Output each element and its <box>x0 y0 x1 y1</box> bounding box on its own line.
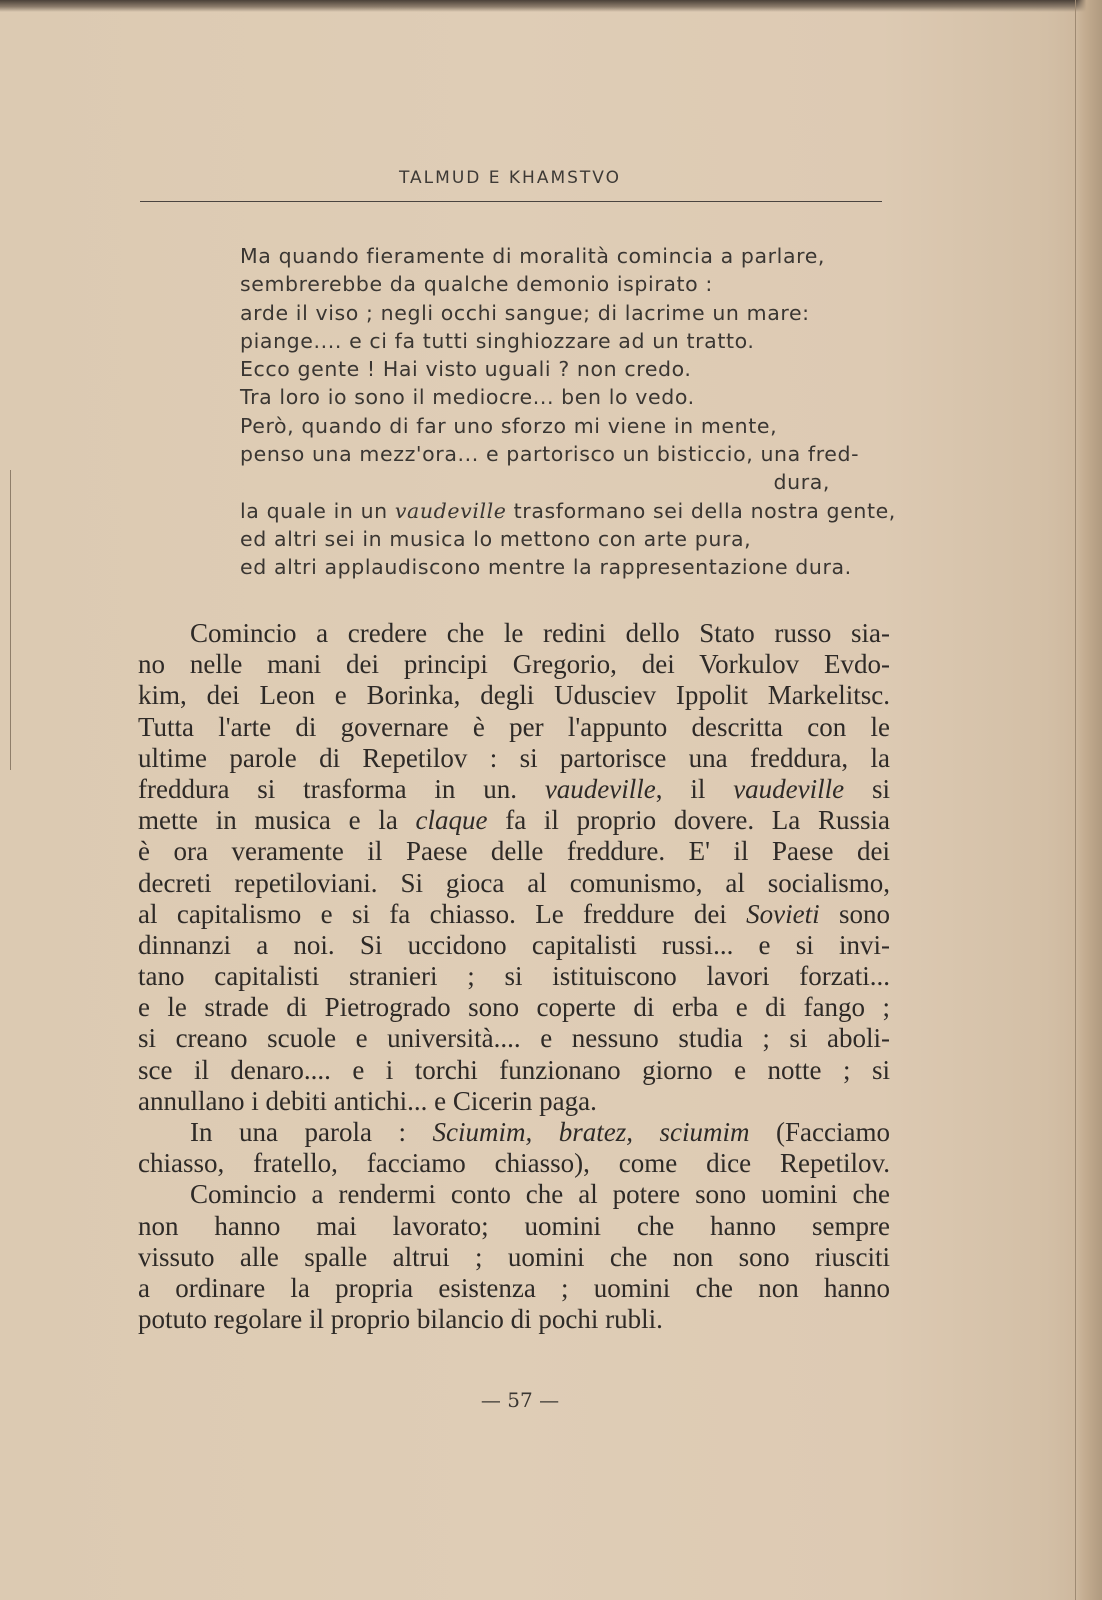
body-text-run: In una parola : <box>190 1117 433 1147</box>
verse-line <box>240 497 896 525</box>
body-line <box>138 774 890 805</box>
verse-line: Tra loro io sono il mediocre... ben lo vedo. <box>240 385 695 410</box>
body-italic: vaudeville <box>733 773 845 804</box>
body-text-run: , il <box>655 773 734 804</box>
body-line: Comincio a rendermi conto che al potere sono uomini che <box>190 1179 890 1210</box>
body-text-run: freddura si trasforma in un. <box>138 773 545 804</box>
body-text-run: mette in musica e la <box>138 805 416 836</box>
body-line <box>138 805 890 836</box>
body-line: annullano i debiti antichi... e Cicerin paga. <box>138 1085 597 1116</box>
body-line: non hanno mai lavorato; uomini che hanno sempre <box>138 1210 890 1241</box>
verse-line: arde il viso ; negli occhi sangue; di lacrime un mare: <box>240 300 810 325</box>
body-line: tano capitalisti stranieri ; si istituiscono lavori forzati... <box>138 961 890 992</box>
body-italic: Sovieti <box>746 898 820 929</box>
body-text-run: (Facciamo <box>749 1117 890 1147</box>
verse-line: piange.... e ci fa tutti singhiozzare ad un tratto. <box>240 328 755 353</box>
body-line: Comincio a credere che le redini dello Stato russo sia- <box>190 618 890 648</box>
body-line: dinnanzi a noi. Si uccidono capitalisti russi... e si invi- <box>138 929 890 960</box>
body-text-run: al capitalismo e si fa chiasso. Le freddure dei <box>138 898 747 929</box>
body-line <box>138 899 890 930</box>
page-number: — 57 — <box>480 1388 560 1412</box>
verse-line: Però, quando di far uno sforzo mi viene in mente, <box>240 413 778 438</box>
page-left-edge <box>0 470 11 770</box>
body-line: potuto regolare il proprio bilancio di pochi rubli. <box>138 1304 663 1335</box>
body-italic: Sciumim, bratez, sciumim <box>432 1117 750 1147</box>
verse-line: sembrerebbe da qualche demonio ispirato : <box>240 272 713 297</box>
body-line: ultime parole di Repetilov : si partorisce una freddura, la <box>138 742 890 773</box>
body-text <box>138 618 890 1335</box>
running-head: TALMUD E KHAMSTVO <box>398 168 622 188</box>
body-line: è ora veramente il Paese delle freddure. E' il Paese dei <box>138 836 890 867</box>
verse-line: Ma quando fieramente di moralità comincia a parlare, <box>240 244 826 268</box>
header-rule <box>140 201 882 202</box>
body-line: vissuto alle spalle altrui ; uomini che non sono riusciti <box>138 1241 890 1272</box>
body-text-run: fa il proprio dovere. La Russia <box>487 805 891 836</box>
body-line: si creano scuole e università.... e nessuno studia ; si aboli- <box>138 1023 890 1054</box>
body-line: sce il denaro.... e i torchi funzionano giorno e notte ; si <box>138 1054 890 1085</box>
body-line: a ordinare la propria esistenza ; uomini che non hanno <box>138 1272 890 1303</box>
body-line <box>138 1117 890 1148</box>
body-text-run: si <box>844 773 890 804</box>
body-line: decreti repetiloviani. Si gioca al comunismo, al socialismo, <box>138 867 890 898</box>
body-line: Tutta l'arte di governare è per l'appunto descritta con le <box>138 711 890 742</box>
page-gutter-edge <box>1075 0 1102 1600</box>
verse-text: la quale in un <box>240 498 395 523</box>
verse-line: ed altri applaudiscono mentre la rappresentazione dura. <box>240 555 852 580</box>
verse-line: Ecco gente ! Hai visto uguali ? non credo. <box>240 357 692 382</box>
verse-italic: vaudeville <box>394 498 507 523</box>
body-line: e le strade di Pietrogrado sono coperte di erba e di fango ; <box>138 992 890 1023</box>
body-italic: vaudeville <box>544 773 656 804</box>
body-text-run: sono <box>819 898 890 929</box>
body-italic: claque <box>415 805 488 836</box>
verse-line-turnover: dura, <box>773 470 830 495</box>
verse-block <box>240 242 896 582</box>
verse-line: penso una mezz'ora... e partorisco un bisticcio, una fred- <box>240 442 860 467</box>
verse-text: trasformano sei della nostra gente, <box>506 498 896 523</box>
body-line: no nelle mani dei principi Gregorio, dei Vorkulov Evdo- <box>138 649 890 680</box>
verse-line: ed altri sei in musica lo mettono con arte pura, <box>240 526 752 551</box>
body-line: kim, dei Leon e Borinka, degli Udusciev Ippolit Markelitsc. <box>138 680 890 711</box>
body-line: chiasso, fratello, facciamo chiasso), come dice Repetilov. <box>138 1148 890 1179</box>
page-top-edge <box>0 0 1102 12</box>
